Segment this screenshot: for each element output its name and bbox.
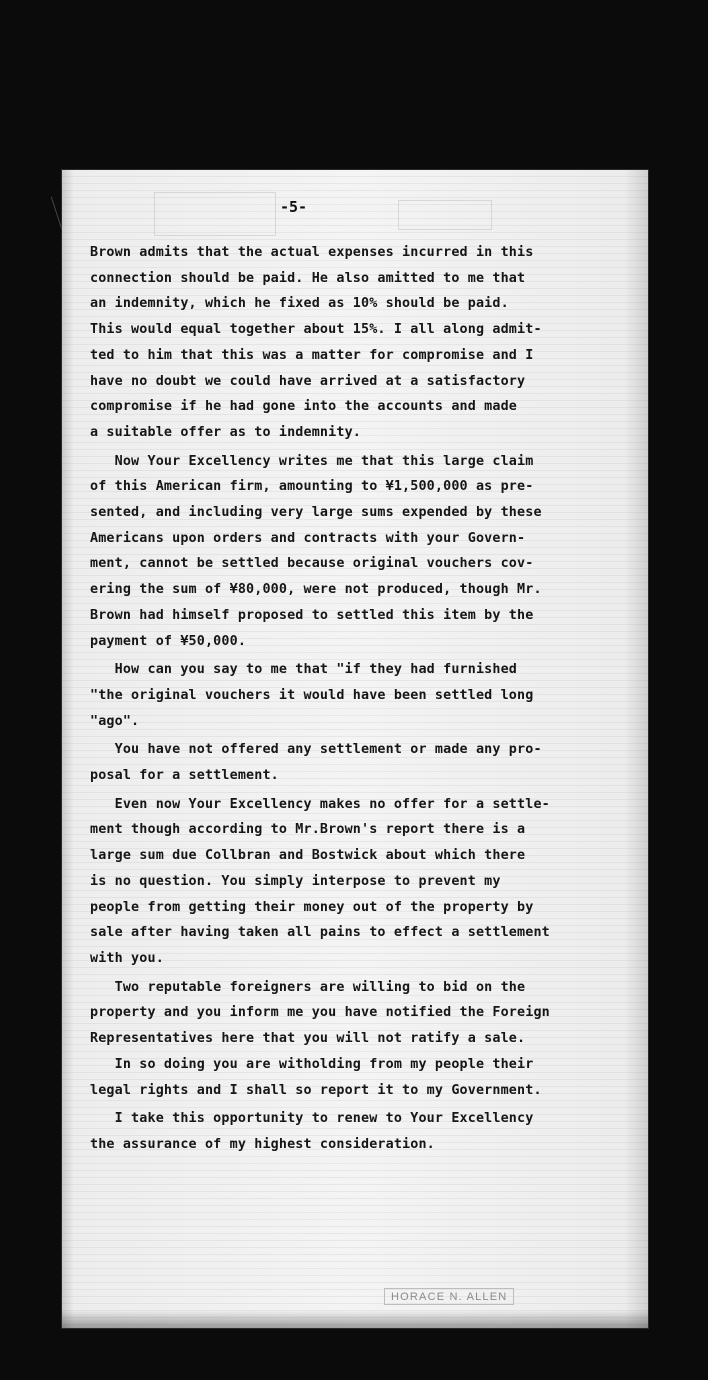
text-line: connection should be paid. He also amitted to me that bbox=[90, 270, 526, 286]
letter-body bbox=[90, 240, 638, 1158]
text-line: I take this opportunity to renew to Your Excellency bbox=[90, 1111, 534, 1127]
text-line: In so doing you are witholding from my people their bbox=[90, 1056, 534, 1072]
text-line: This would equal together about 15%. I all along admit- bbox=[90, 322, 542, 338]
text-line: Americans upon orders and contracts with your Govern- bbox=[90, 530, 526, 546]
text-line: the assurance of my highest consideration. bbox=[90, 1136, 435, 1152]
signature-stamp: HORACE N. ALLEN bbox=[384, 1288, 514, 1305]
paragraph-5 bbox=[90, 792, 638, 972]
text-line: people from getting their money out of the property by bbox=[90, 899, 534, 915]
text-line: an indemnity, which he fixed as 10% should be paid. bbox=[90, 296, 509, 312]
faint-bleedthrough-box bbox=[154, 192, 276, 236]
paragraph-8 bbox=[90, 1106, 638, 1157]
text-line: sented, and including very large sums expended by these bbox=[90, 505, 542, 521]
text-line: sale after having taken all pains to effect a settlement bbox=[90, 925, 550, 941]
text-line: of this American firm, amounting to ¥1,500,000 as pre- bbox=[90, 479, 534, 495]
text-line: Brown admits that the actual expenses incurred in this bbox=[90, 245, 534, 260]
document-page bbox=[62, 170, 648, 1328]
pencil-margin-mark bbox=[51, 197, 62, 230]
text-line: with you. bbox=[90, 950, 164, 966]
text-line: a suitable offer as to indemnity. bbox=[90, 424, 361, 440]
text-line: payment of ¥50,000. bbox=[90, 633, 247, 649]
text-line: Even now Your Excellency makes no offer for a settle- bbox=[90, 796, 550, 812]
text-line: ering the sum of ¥80,000, were not produced, though Mr. bbox=[90, 582, 542, 598]
text-line: legal rights and I shall so report it to my Government. bbox=[90, 1082, 542, 1098]
paragraph-6 bbox=[90, 975, 638, 1052]
text-line: have no doubt we could have arrived at a satisfactory bbox=[90, 373, 526, 389]
paragraph-4 bbox=[90, 737, 638, 788]
text-line: How can you say to me that "if they had furnished bbox=[90, 662, 518, 678]
text-line: Two reputable foreigners are willing to bid on the bbox=[90, 979, 526, 995]
text-line: posal for a settlement. bbox=[90, 768, 279, 784]
paragraph-3 bbox=[90, 657, 638, 734]
text-line: You have not offered any settlement or made any pro- bbox=[90, 742, 542, 758]
text-line: ment, cannot be settled because original vouchers cov- bbox=[90, 556, 534, 572]
text-line: property and you inform me you have notified the Foreign bbox=[90, 1005, 550, 1021]
text-line: ment though according to Mr.Brown's report there is a bbox=[90, 822, 526, 838]
faint-bleedthrough-box bbox=[398, 200, 492, 230]
text-line: "ago". bbox=[90, 713, 140, 729]
text-line: compromise if he had gone into the accounts and made bbox=[90, 399, 518, 415]
text-line: ted to him that this was a matter for compromise and I bbox=[90, 347, 534, 363]
text-line: Brown had himself proposed to settled this item by the bbox=[90, 607, 534, 623]
text-line: Representatives here that you will not ratify a sale. bbox=[90, 1031, 526, 1047]
text-line: Now Your Excellency writes me that this large claim bbox=[90, 453, 534, 469]
text-line: large sum due Collbran and Bostwick about which there bbox=[90, 848, 526, 864]
text-line: is no question. You simply interpose to prevent my bbox=[90, 873, 501, 889]
page-number: -5- bbox=[280, 198, 308, 216]
paragraph-7 bbox=[90, 1052, 638, 1103]
paragraph-2 bbox=[90, 449, 638, 655]
paragraph-1 bbox=[90, 240, 638, 446]
text-line: "the original vouchers it would have been settled long bbox=[90, 687, 534, 703]
